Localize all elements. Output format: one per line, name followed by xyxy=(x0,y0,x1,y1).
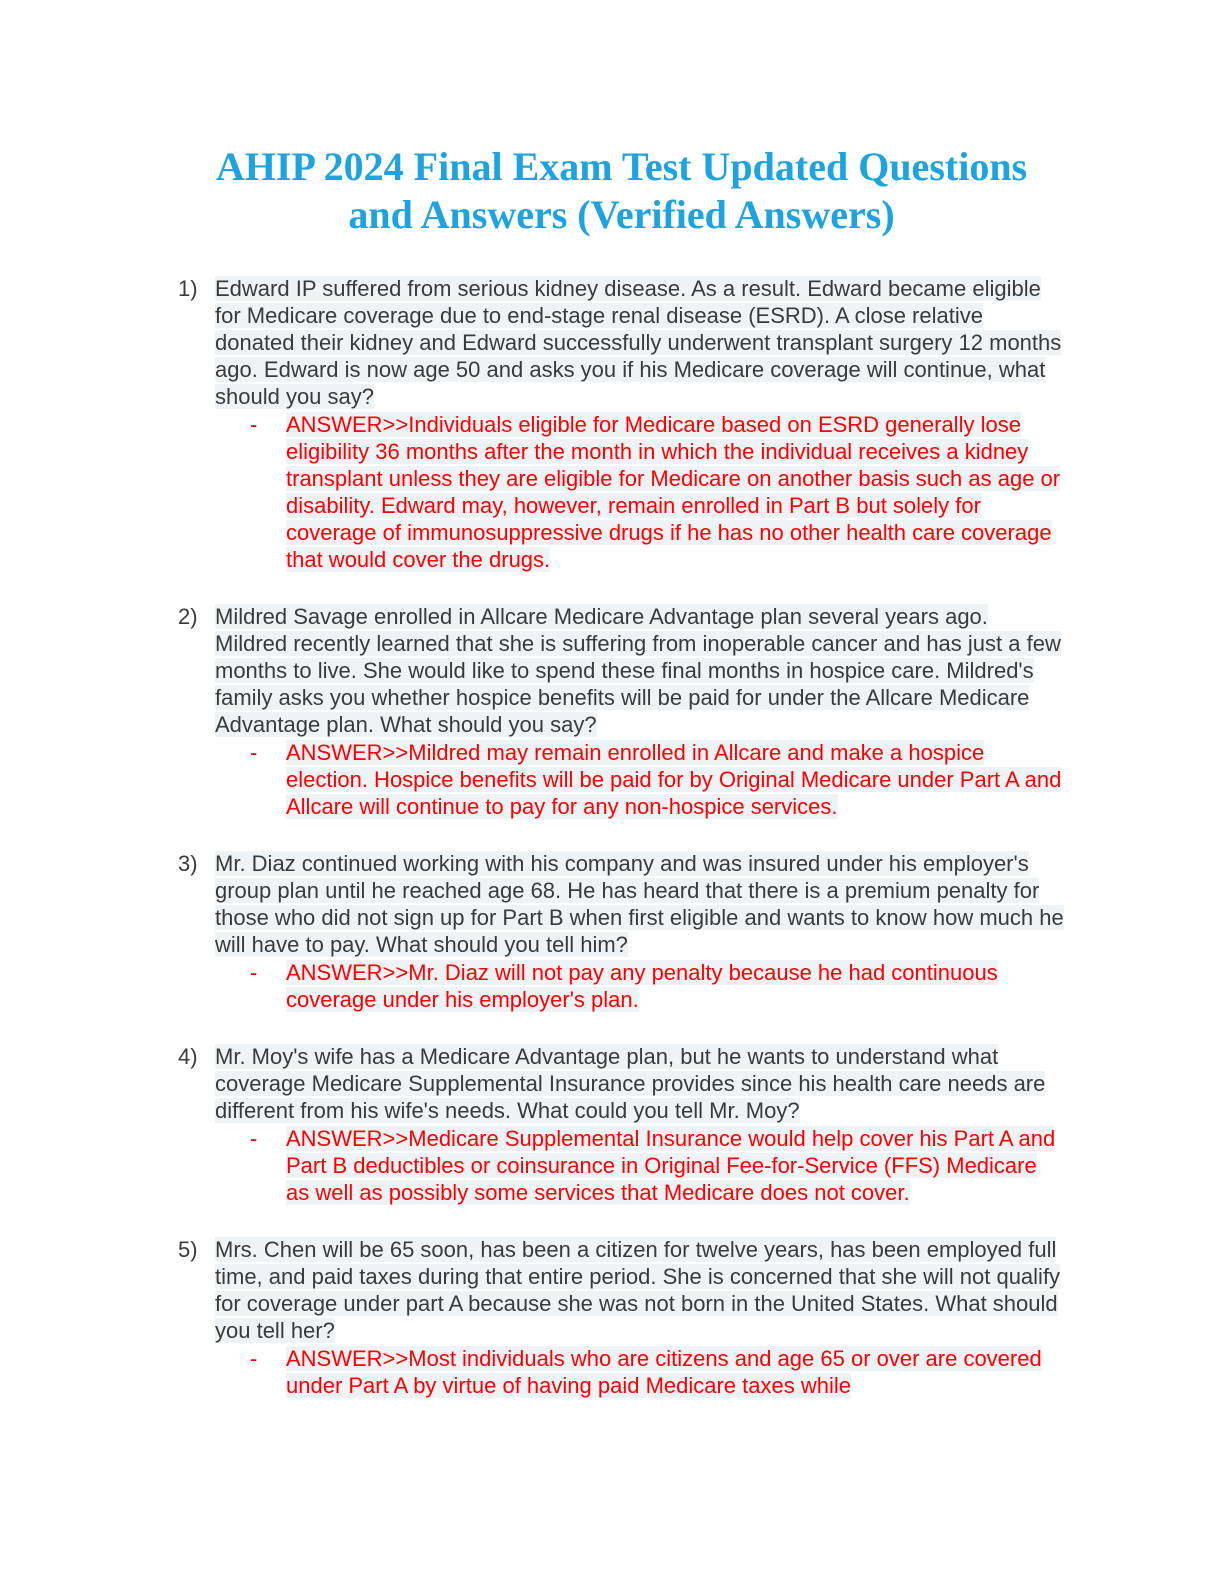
question-item xyxy=(178,1236,1065,1399)
question-row xyxy=(178,1236,1065,1344)
answer-text-content: ANSWER>>Mr. Diaz will not pay any penalty because he had continuous coverage under his employer's plan. xyxy=(286,960,998,1012)
question-text xyxy=(215,275,1065,410)
answer-text xyxy=(286,411,1065,573)
question-item xyxy=(178,1043,1065,1206)
questions-list xyxy=(178,275,1065,1399)
answer-text xyxy=(286,959,1065,1013)
answer-dash: - xyxy=(250,1346,258,1371)
answer-text-content: ANSWER>>Mildred may remain enrolled in Allcare and make a hospice election. Hospice benefits will be paid for by Original Medicare under Part A and Allcare will continue to pay for any non-hospice services. xyxy=(286,740,1062,819)
page-title xyxy=(178,143,1065,239)
question-text-content: Mr. Moy's wife has a Medicare Advantage plan, but he wants to understand what coverage Medicare Supplemental Insurance provides since his health care needs are different from his wife's needs. What could you tell Mr. Moy? xyxy=(215,1044,1046,1123)
question-row xyxy=(178,1043,1065,1124)
answer-dash: - xyxy=(250,1126,258,1151)
question-text xyxy=(215,1236,1065,1344)
answer-dash: - xyxy=(250,740,258,765)
question-text-content: Mrs. Chen will be 65 soon, has been a citizen for twelve years, has been employed full time, and paid taxes during that entire period. She is concerned that she will not qualify for coverage under part A because she was not born in the United States. What should you tell her? xyxy=(215,1237,1061,1343)
question-number: 3) xyxy=(178,851,198,876)
answer-row xyxy=(178,1125,1065,1206)
question-number: 5) xyxy=(178,1237,198,1262)
answer-text xyxy=(286,1345,1065,1399)
question-item xyxy=(178,275,1065,573)
question-text-content: Edward IP suffered from serious kidney disease. As a result. Edward became eligible for Medicare coverage due to end-stage renal disease (ESRD). A close relative donated their kidney and Edward successfully underwent transplant surgery 12 months ago. Edward is now age 50 and asks you if his Medicare coverage will continue, what should you say? xyxy=(215,276,1062,409)
page-title-line-1: AHIP 2024 Final Exam Test Updated Questions xyxy=(215,144,1028,189)
page-title-line-2: and Answers (Verified Answers) xyxy=(348,192,895,237)
answer-row xyxy=(178,411,1065,573)
answer-text-content: ANSWER>>Individuals eligible for Medicare based on ESRD generally lose eligibility 36 months after the month in which the individual receives a kidney transplant unless they are eligible for Medicare on another basis such as age or disability. Edward may, however, remain enrolled in Part B but solely for coverage of immunosuppressive drugs if he has no other health care coverage that would cover the drugs. xyxy=(286,412,1061,572)
question-text xyxy=(215,850,1065,958)
question-text xyxy=(215,603,1065,738)
answer-row xyxy=(178,959,1065,1013)
answer-text xyxy=(286,739,1065,820)
question-number: 2) xyxy=(178,604,198,629)
question-text-content: Mildred Savage enrolled in Allcare Medicare Advantage plan several years ago. Mildred recently learned that she is suffering from inoperable cancer and has just a few months to live. She would like to spend these final months in hospice care. Mildred's family asks you whether hospice benefits will be paid for under the Allcare Medicare Advantage plan. What should you say? xyxy=(215,604,1061,737)
answer-row xyxy=(178,1345,1065,1399)
answer-text-content: ANSWER>>Most individuals who are citizens and age 65 or over are covered under Part A by virtue of having paid Medicare taxes while xyxy=(286,1346,1042,1398)
question-item xyxy=(178,850,1065,1013)
answer-dash: - xyxy=(250,960,258,985)
question-text xyxy=(215,1043,1065,1124)
question-text-content: Mr. Diaz continued working with his company and was insured under his employer's group plan until he reached age 68. He has heard that there is a premium penalty for those who did not sign up for Part B when first eligible and wants to know how much he will have to pay. What should you tell him? xyxy=(215,851,1064,957)
question-item xyxy=(178,603,1065,820)
question-row xyxy=(178,603,1065,738)
question-row xyxy=(178,275,1065,410)
answer-dash: - xyxy=(250,412,258,437)
question-number: 4) xyxy=(178,1044,198,1069)
question-row xyxy=(178,850,1065,958)
answer-text xyxy=(286,1125,1065,1206)
answer-row xyxy=(178,739,1065,820)
answer-text-content: ANSWER>>Medicare Supplemental Insurance would help cover his Part A and Part B deductibles or coinsurance in Original Fee-for-Service (FFS) Medicare as well as possibly some services that Medicare does not cover. xyxy=(286,1126,1056,1205)
question-number: 1) xyxy=(178,276,198,301)
